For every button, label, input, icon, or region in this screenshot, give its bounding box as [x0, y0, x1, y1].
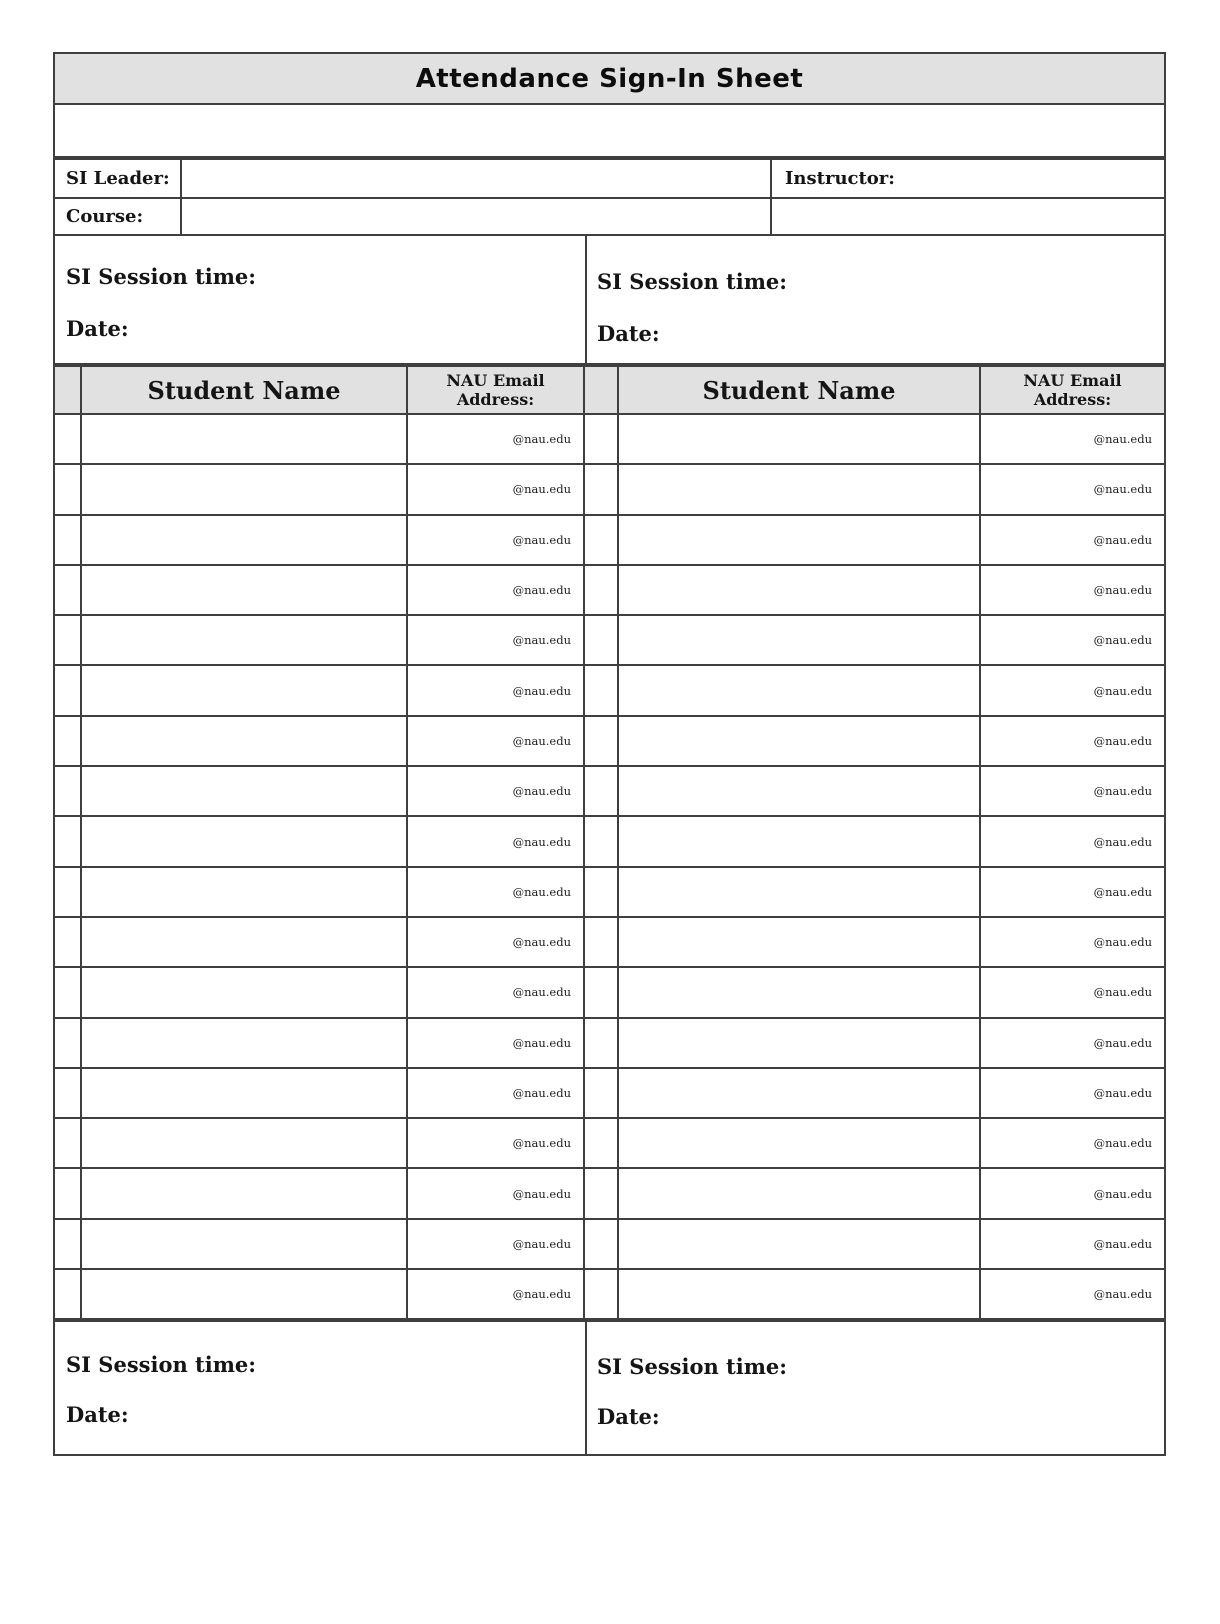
student-email-cell[interactable]: [979, 1270, 1164, 1318]
attendance-mark-cell[interactable]: [583, 1270, 617, 1318]
email-domain-text: @nau.edu: [512, 1186, 571, 1201]
blank-row: [55, 105, 1164, 156]
email-domain-text: @nau.edu: [1093, 532, 1152, 547]
attendance-mark-cell[interactable]: [583, 1019, 617, 1067]
si-session-time-label: SI Session time:: [597, 1354, 788, 1380]
roster-row: [55, 1220, 1164, 1270]
email-header-cell: [979, 367, 1164, 413]
email-domain-text: @nau.edu: [1093, 583, 1152, 598]
email-domain-text: @nau.edu: [1093, 683, 1152, 698]
attendance-mark-cell[interactable]: [583, 566, 617, 614]
attendance-mark-cell[interactable]: [55, 968, 80, 1016]
student-email-cell[interactable]: [979, 1069, 1164, 1117]
student-name-cell[interactable]: [617, 767, 979, 815]
email-domain-text: @nau.edu: [512, 583, 571, 598]
student-email-cell[interactable]: [979, 1119, 1164, 1167]
student-name-cell[interactable]: [80, 817, 406, 865]
date-label: Date:: [66, 1402, 129, 1428]
student-email-cell[interactable]: [979, 1169, 1164, 1217]
student-name-cell[interactable]: [617, 1270, 979, 1318]
student-name-cell[interactable]: [617, 968, 979, 1016]
email-domain-text: @nau.edu: [1093, 482, 1152, 497]
student-name-cell[interactable]: [617, 415, 979, 463]
email-domain-text: @nau.edu: [512, 884, 571, 899]
attendance-mark-cell[interactable]: [583, 1069, 617, 1117]
email-domain-text: @nau.edu: [512, 733, 571, 748]
email-domain-text: @nau.edu: [512, 1086, 571, 1100]
student-name-cell[interactable]: [617, 1069, 979, 1117]
attendance-mark-cell[interactable]: [583, 516, 617, 564]
student-name-cell[interactable]: [80, 1069, 406, 1117]
session-block-top-left[interactable]: [55, 236, 587, 363]
student-name-cell[interactable]: [80, 868, 406, 916]
header-mark-cell: [583, 367, 617, 413]
student-email-cell[interactable]: [979, 817, 1164, 865]
header-mark-cell: [55, 367, 80, 413]
email-domain-text: @nau.edu: [512, 432, 571, 447]
student-name-cell[interactable]: [617, 817, 979, 865]
course-label: Course:: [66, 206, 144, 227]
si-session-time-label: SI Session time:: [66, 264, 257, 289]
email-domain-text: @nau.edu: [1093, 733, 1152, 748]
attendance-mark-cell[interactable]: [583, 666, 617, 714]
student-email-cell[interactable]: [979, 918, 1164, 966]
student-email-cell[interactable]: [979, 1019, 1164, 1067]
email-domain-text: @nau.edu: [1093, 1086, 1152, 1100]
student-email-cell[interactable]: [406, 415, 583, 463]
email-domain-text: @nau.edu: [512, 935, 571, 950]
email-domain-text: @nau.edu: [512, 532, 571, 547]
attendance-mark-cell[interactable]: [55, 566, 80, 614]
attendance-mark-cell[interactable]: [55, 1119, 80, 1167]
student-email-cell[interactable]: [406, 1270, 583, 1318]
student-name-cell[interactable]: [617, 918, 979, 966]
attendance-mark-cell[interactable]: [583, 968, 617, 1016]
email-domain-text: @nau.edu: [1093, 1035, 1152, 1050]
student-email-cell[interactable]: [406, 968, 583, 1016]
student-email-cell[interactable]: [406, 1169, 583, 1217]
attendance-mark-cell[interactable]: [583, 1220, 617, 1268]
student-name-cell[interactable]: [80, 666, 406, 714]
student-name-cell[interactable]: [80, 767, 406, 815]
email-domain-text: @nau.edu: [1093, 1236, 1152, 1251]
student-name-cell[interactable]: [80, 1270, 406, 1318]
sheet-title: Attendance Sign-In Sheet: [415, 63, 804, 94]
email-domain-text: @nau.edu: [1093, 1186, 1152, 1201]
attendance-mark-cell[interactable]: [55, 1220, 80, 1268]
attendance-mark-cell[interactable]: [55, 767, 80, 815]
attendance-mark-cell[interactable]: [583, 767, 617, 815]
student-name-cell[interactable]: [80, 1169, 406, 1217]
email-domain-text: @nau.edu: [1093, 784, 1152, 799]
email-domain-text: @nau.edu: [512, 1035, 571, 1050]
attendance-mark-cell[interactable]: [583, 415, 617, 463]
student-email-cell[interactable]: [979, 868, 1164, 916]
student-email-cell[interactable]: [979, 516, 1164, 564]
student-email-cell[interactable]: [406, 465, 583, 513]
student-email-cell[interactable]: [406, 868, 583, 916]
instructor-field[interactable]: [772, 160, 1164, 197]
student-name-header-cell: [617, 367, 979, 413]
student-name-cell[interactable]: [80, 717, 406, 765]
student-name-cell[interactable]: [617, 666, 979, 714]
roster-row: [55, 1119, 1164, 1169]
roster-row: [55, 666, 1164, 716]
email-domain-text: @nau.edu: [1093, 834, 1152, 849]
student-name-cell[interactable]: [617, 616, 979, 664]
student-email-cell[interactable]: [979, 1220, 1164, 1268]
email-header-cell: [406, 367, 583, 413]
attendance-mark-cell[interactable]: [55, 465, 80, 513]
roster-row: [55, 717, 1164, 767]
sheet-title-bar: [55, 54, 1164, 105]
si-leader-label: SI Leader:: [66, 168, 170, 189]
student-name-cell[interactable]: [80, 465, 406, 513]
email-domain-text: @nau.edu: [512, 1236, 571, 1251]
attendance-mark-cell[interactable]: [55, 918, 80, 966]
roster-row: [55, 918, 1164, 968]
student-email-cell[interactable]: [406, 1069, 583, 1117]
roster-row: [55, 1019, 1164, 1069]
student-name-cell[interactable]: [617, 465, 979, 513]
roster-row: [55, 1069, 1164, 1119]
email-domain-text: @nau.edu: [1093, 633, 1152, 648]
email-domain-text: @nau.edu: [1093, 935, 1152, 950]
email-domain-text: @nau.edu: [512, 1136, 571, 1151]
roster-row: [55, 868, 1164, 918]
student-name-cell[interactable]: [617, 1169, 979, 1217]
session-block-bottom-left[interactable]: [55, 1322, 587, 1454]
attendance-mark-cell[interactable]: [583, 1169, 617, 1217]
student-name-cell[interactable]: [617, 566, 979, 614]
student-name-cell[interactable]: [617, 1019, 979, 1067]
student-name-cell[interactable]: [617, 516, 979, 564]
session-block-bottom-right[interactable]: [587, 1322, 1164, 1454]
student-email-cell[interactable]: [406, 918, 583, 966]
attendance-mark-cell[interactable]: [55, 616, 80, 664]
student-name-cell[interactable]: [80, 516, 406, 564]
email-domain-text: @nau.edu: [512, 683, 571, 698]
student-email-cell[interactable]: [406, 717, 583, 765]
roster-header-row: [55, 367, 1164, 415]
email-domain-text: @nau.edu: [512, 834, 571, 849]
course-label-cell: [55, 199, 182, 234]
attendance-mark-cell[interactable]: [55, 516, 80, 564]
roster-row: [55, 566, 1164, 616]
student-email-cell[interactable]: [979, 767, 1164, 815]
roster-row: [55, 465, 1164, 515]
roster-row: [55, 516, 1164, 566]
attendance-mark-cell[interactable]: [583, 1119, 617, 1167]
student-name-cell[interactable]: [617, 717, 979, 765]
student-email-cell[interactable]: [406, 566, 583, 614]
email-domain-text: @nau.edu: [512, 985, 571, 1000]
student-name-cell[interactable]: [80, 968, 406, 1016]
email-domain-text: @nau.edu: [1093, 1287, 1152, 1302]
session-row-top: [55, 236, 1164, 363]
attendance-mark-cell[interactable]: [55, 1169, 80, 1217]
attendance-mark-cell[interactable]: [583, 918, 617, 966]
info-section: [53, 158, 1166, 365]
student-name-cell[interactable]: [80, 918, 406, 966]
roster-rows: [55, 415, 1164, 1318]
student-name-cell[interactable]: [80, 1119, 406, 1167]
attendance-mark-cell[interactable]: [583, 817, 617, 865]
student-name-cell[interactable]: [80, 566, 406, 614]
roster-row: [55, 817, 1164, 867]
instructor-input[interactable]: [772, 199, 1164, 234]
email-domain-text: @nau.edu: [1093, 1136, 1152, 1151]
student-email-cell[interactable]: [406, 767, 583, 815]
student-email-cell[interactable]: [406, 1220, 583, 1268]
student-name-cell[interactable]: [617, 1119, 979, 1167]
student-name-header: Student Name: [147, 375, 341, 405]
email-domain-text: @nau.edu: [512, 1287, 571, 1302]
student-email-cell[interactable]: [979, 968, 1164, 1016]
roster-row: [55, 968, 1164, 1018]
document-page: [0, 52, 1220, 1624]
attendance-mark-cell[interactable]: [583, 868, 617, 916]
si-session-time-label: SI Session time:: [66, 1352, 257, 1378]
student-name-cell[interactable]: [80, 616, 406, 664]
student-email-cell[interactable]: [406, 516, 583, 564]
student-name-header-cell: [80, 367, 406, 413]
attendance-mark-cell[interactable]: [55, 415, 80, 463]
email-domain-text: @nau.edu: [512, 784, 571, 799]
email-header: NAU Email Address:: [1023, 371, 1122, 409]
si-leader-label-cell: [55, 160, 182, 197]
date-label: Date:: [66, 316, 129, 341]
date-label: Date:: [597, 321, 660, 346]
attendance-mark-cell[interactable]: [55, 1270, 80, 1318]
email-header: NAU Email Address:: [446, 371, 545, 409]
student-email-cell[interactable]: [979, 717, 1164, 765]
instructor-label: Instructor:: [785, 168, 895, 189]
session-row-bottom: [53, 1320, 1166, 1456]
si-leader-input[interactable]: [182, 160, 772, 197]
roster-row: [55, 415, 1164, 465]
roster-row: [55, 767, 1164, 817]
student-email-cell[interactable]: [406, 1119, 583, 1167]
attendance-sheet: [53, 52, 1166, 1456]
attendance-mark-cell[interactable]: [55, 666, 80, 714]
attendance-mark-cell[interactable]: [55, 1019, 80, 1067]
attendance-mark-cell[interactable]: [55, 1069, 80, 1117]
attendance-mark-cell[interactable]: [55, 717, 80, 765]
student-email-cell[interactable]: [406, 817, 583, 865]
student-name-cell[interactable]: [617, 868, 979, 916]
roster-row: [55, 1270, 1164, 1318]
student-email-cell[interactable]: [979, 666, 1164, 714]
roster-row: [55, 616, 1164, 666]
student-email-cell[interactable]: [979, 616, 1164, 664]
email-domain-text: @nau.edu: [512, 633, 571, 648]
email-domain-text: @nau.edu: [1093, 432, 1152, 447]
title-section: [53, 52, 1166, 158]
session-block-top-right[interactable]: [587, 236, 1164, 363]
attendance-mark-cell[interactable]: [583, 616, 617, 664]
attendance-mark-cell[interactable]: [583, 465, 617, 513]
attendance-mark-cell[interactable]: [55, 868, 80, 916]
email-domain-text: @nau.edu: [1093, 985, 1152, 1000]
student-email-cell[interactable]: [979, 566, 1164, 614]
student-email-cell[interactable]: [406, 1019, 583, 1067]
email-domain-text: @nau.edu: [1093, 884, 1152, 899]
student-email-cell[interactable]: [406, 616, 583, 664]
student-name-cell[interactable]: [80, 415, 406, 463]
attendance-mark-cell[interactable]: [583, 717, 617, 765]
si-session-time-label: SI Session time:: [597, 269, 788, 294]
student-name-cell[interactable]: [617, 1220, 979, 1268]
student-email-cell[interactable]: [979, 415, 1164, 463]
student-name-cell[interactable]: [80, 1019, 406, 1067]
student-email-cell[interactable]: [406, 666, 583, 714]
roster-row: [55, 1169, 1164, 1219]
student-name-header: Student Name: [702, 375, 896, 405]
date-label: Date:: [597, 1404, 660, 1430]
roster-table: [53, 365, 1166, 1320]
attendance-mark-cell[interactable]: [55, 817, 80, 865]
student-email-cell[interactable]: [979, 465, 1164, 513]
course-input[interactable]: [182, 199, 772, 234]
course-row: [55, 199, 1164, 236]
email-domain-text: @nau.edu: [512, 482, 571, 497]
student-name-cell[interactable]: [80, 1220, 406, 1268]
si-leader-row: [55, 160, 1164, 199]
